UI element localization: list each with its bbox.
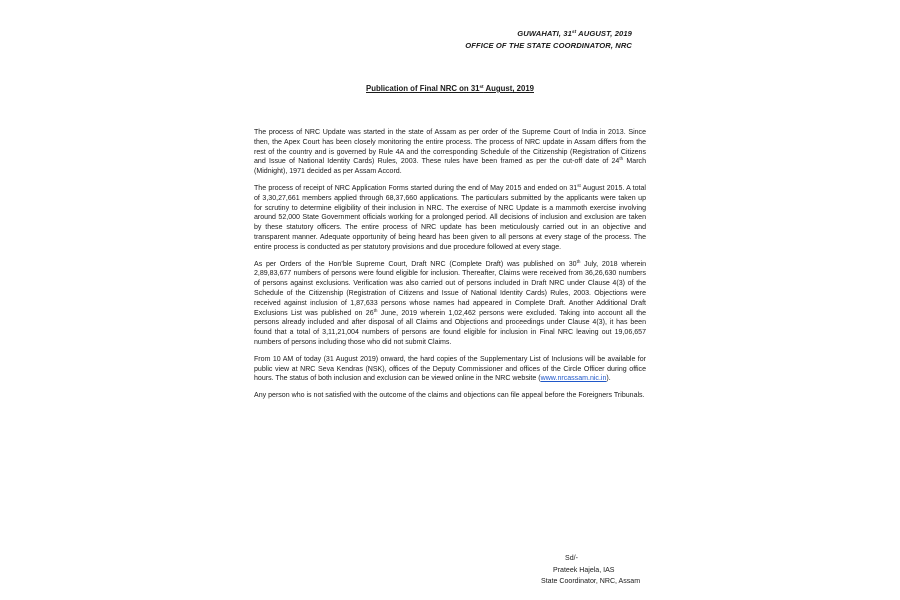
document-body (254, 128, 646, 408)
paragraph-3: As per Orders of the Hon’ble Supreme Court, Draft NRC (Complete Draft) was published on 30th July, 2018 wherein 2,89,83,677 numbers of persons were found eligible for inclusion. Thereafter, Claims were received from 36,26,630 numbers of persons against exclusions. Verification was also carried out of persons included in Draft NRC under Clause 4(3) of the Schedule of the Citizenship (Registration of Citizens and Issue of National Identity Cards) Rules, 2003. Objections were received against inclusion of 1,87,633 persons whose names had appeared in Complete Draft. Another Additional Draft Exclusions List was published on 26th June, 2019 wherein 1,02,462 persons were excluded. Taking into account all the persons already included and after disposal of all Claims and Objections and proceedings under Clause 4(3), it has been found that a total of 3,11,21,004 numbers of persons are found eligible for inclusion in Final NRC leaving out 19,06,657 numbers of persons including those who did not submit Claims. (254, 258, 646, 346)
paragraph-4: From 10 AM of today (31 August 2019) onward, the hard copies of the Supplementary List of Inclusions will be available for public view at NRC Seva Kendras (NSK), offices of the Deputy Commissioner and offices of the Circle Officer during office hours. The status of both inclusion and exclusion can be viewed online in the NRC website (www.nrcassam.nic.in). (254, 355, 646, 383)
paragraph-1: The process of NRC Update was started in the state of Assam as per order of the Supreme Court of India in 2013. Since then, the Apex Court has been closely monitoring the entire process. The process of NRC update in Assam differs from the rest of the country and is governed by Rule 4A and the corresponding Schedule of the Citizenship (Registration of Citizens and Issue of National Identity Cards) Rules, 2003. These rules have been framed as per the cut-off date of 24th March (Midnight), 1971 decided as per Assam Accord. (254, 129, 646, 176)
nrc-website-link[interactable]: www.nrcassam.nic.in (540, 375, 607, 383)
paragraph-5: Any person who is not satisfied with the outcome of the claims and objections can file appeal before the Foreigners Tribunals. (254, 392, 645, 400)
signatory-designation: State Coordinator, NRC, Assam (541, 578, 641, 585)
paragraph-2: The process of receipt of NRC Application Forms started during the end of May 2015 and ended on 31st August 2015. A total of 3,30,27,661 members applied through 68,37,660 applications. The particulars submitted by the applicants were taken up for scrutiny to determine eligibility of their inclusion in NRC. The exercise of NRC Update is a mammoth exercise involving around 52,000 State Government officials working for a prolonged period. All decisions of inclusion and exclusion are taken by these statutory officers. The entire process of NRC update has been meticulously carried out in an objective and transparent manner. Adequate opportunity of being heard has been given to all persons at every stage of the process. The entire process is conducted as per statutory provisions and due procedure followed at every stage. (254, 182, 646, 251)
place-date: GUWAHATI, 31st AUGUST, 2019 (517, 29, 632, 38)
document-header (465, 28, 632, 52)
signatory-name: Prateek Hajela, IAS (553, 566, 615, 574)
signature-sd: Sd/- (565, 555, 578, 562)
signature-block (541, 553, 640, 588)
office-name: OFFICE OF THE STATE COORDINATOR, NRC (465, 41, 632, 50)
document-title: Publication of Final NRC on 31st August, 2019 (366, 84, 534, 93)
